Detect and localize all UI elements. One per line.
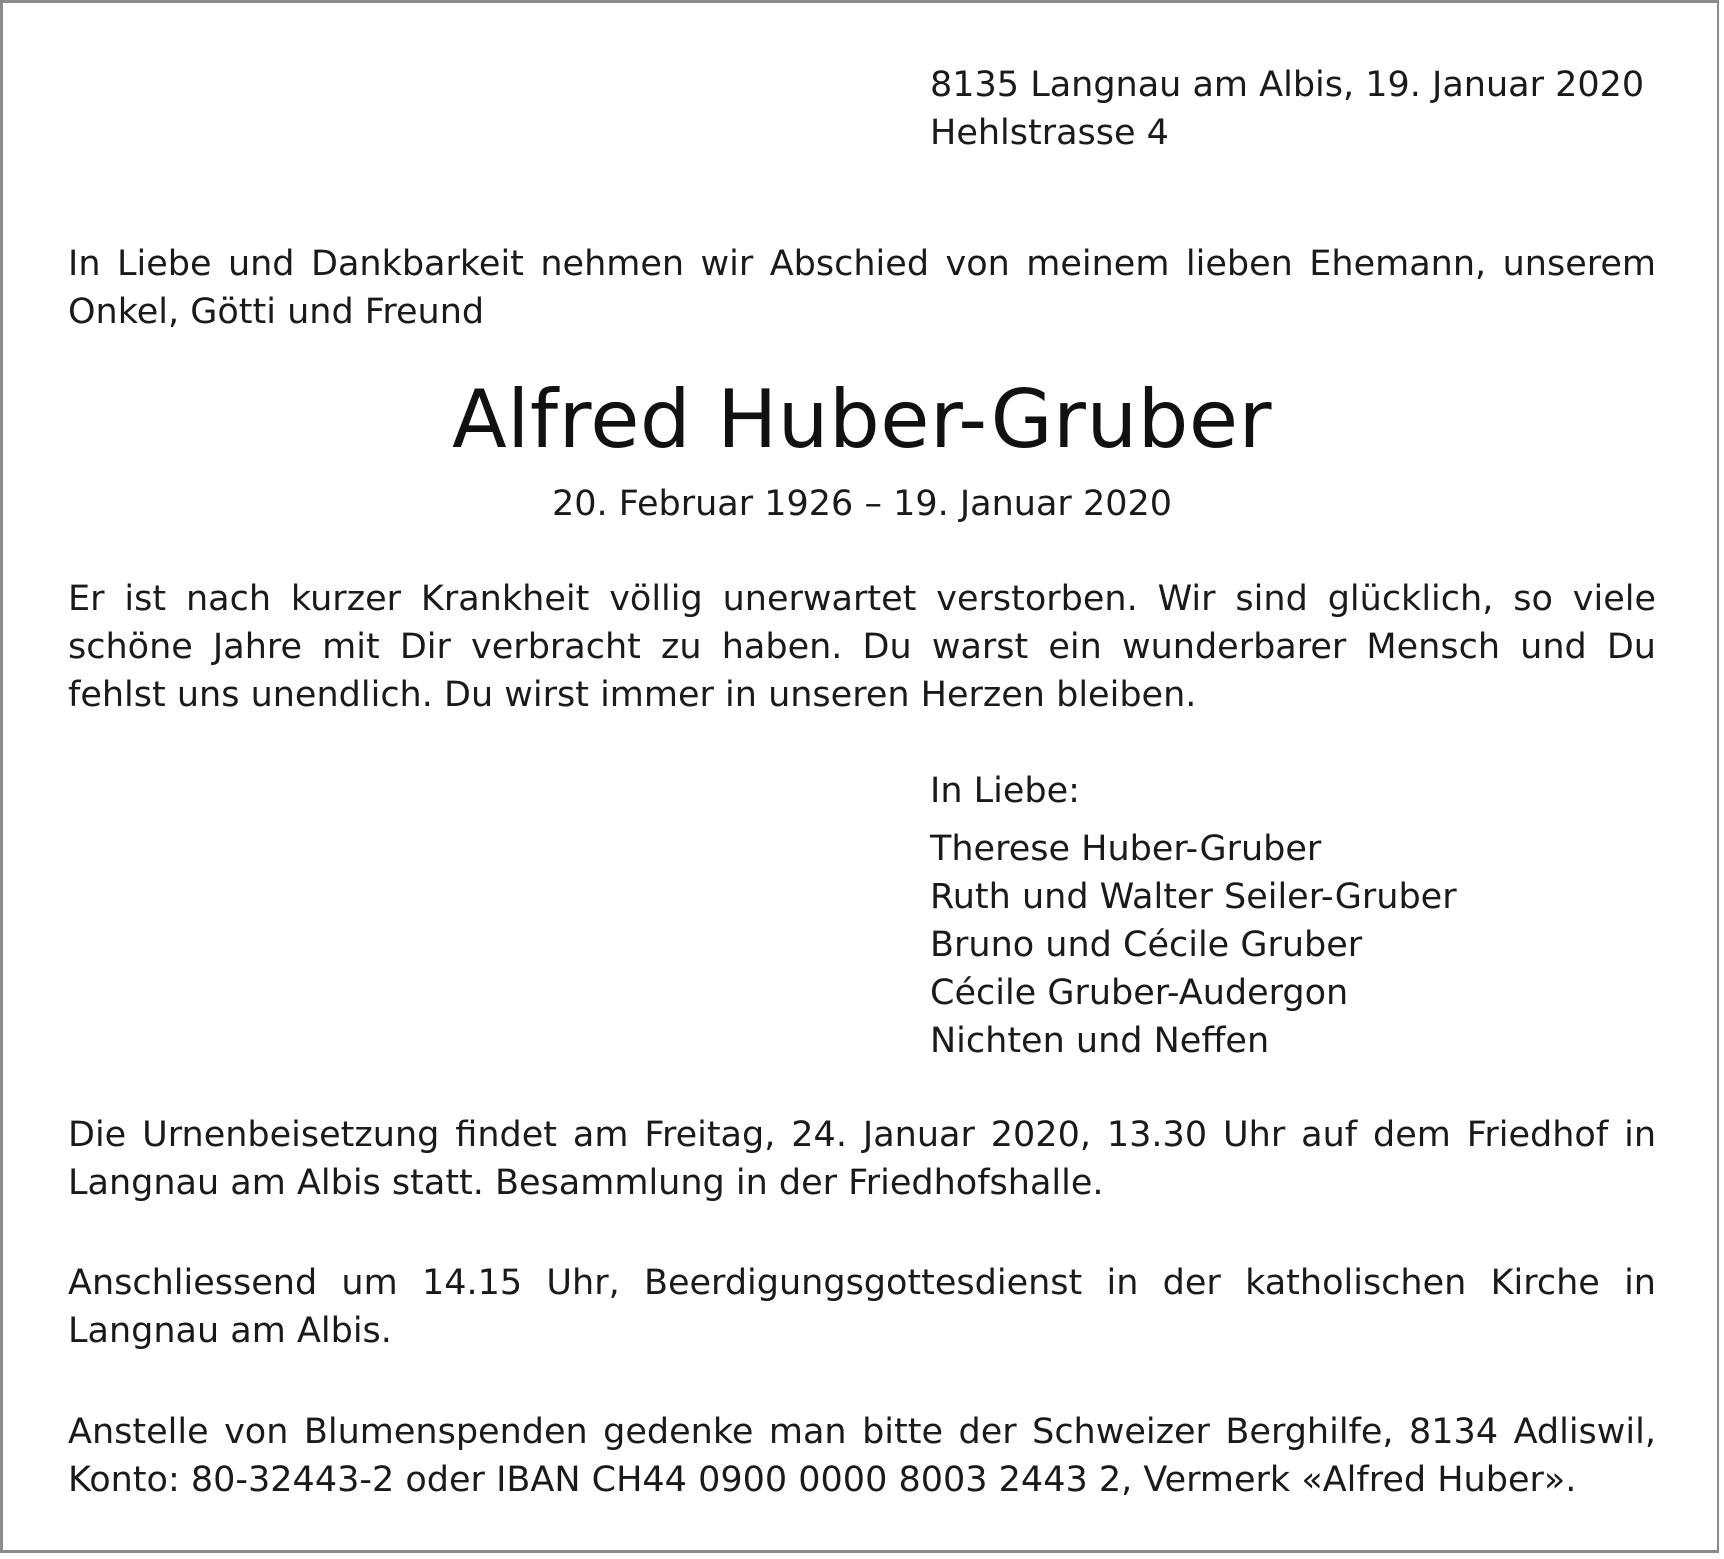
mourner-name: Therese Huber-Gruber bbox=[930, 829, 1322, 869]
mourner-name: Bruno und Cécile Gruber bbox=[930, 925, 1363, 965]
mourner-name: Cécile Gruber-Audergon bbox=[930, 973, 1349, 1013]
street-address: Hehlstrasse 4 bbox=[930, 113, 1169, 153]
burial-line: Die Urnenbeisetzung findet am Freitag, 24. Januar 2020, 13.30 Uhr auf dem Friedhof in bbox=[68, 1115, 1656, 1155]
mourner-name: Ruth und Walter Seiler-Gruber bbox=[930, 877, 1457, 917]
donation-info bbox=[68, 1408, 1656, 1504]
donation-line: Konto: 80-32443-2 oder IBAN CH44 0900 0000 8003 2443 2, Vermerk «Alfred Huber». bbox=[68, 1460, 1577, 1500]
intro-line: Onkel, Götti und Freund bbox=[68, 292, 485, 332]
service-line: Langnau am Albis. bbox=[68, 1311, 392, 1351]
service-line: Anschliessend um 14.15 Uhr, Beerdigungsgottesdienst in der katholischen Kirche in bbox=[68, 1263, 1656, 1303]
intro-text bbox=[68, 240, 1656, 336]
location-date: 8135 Langnau am Albis, 19. Januar 2020 bbox=[930, 65, 1645, 105]
message-line: Er ist nach kurzer Krankheit völlig unerwartet verstorben. Wir sind glücklich, so viele bbox=[68, 579, 1656, 619]
mourners-list bbox=[930, 825, 1457, 1065]
burial-line: Langnau am Albis statt. Besammlung in der Friedhofshalle. bbox=[68, 1163, 1104, 1203]
message-line: schöne Jahre mit Dir verbracht zu haben. Du warst ein wunderbarer Mensch und Du bbox=[68, 627, 1656, 667]
intro-line: In Liebe und Dankbarkeit nehmen wir Abschied von meinem lieben Ehemann, unserem bbox=[68, 244, 1656, 284]
message-text bbox=[68, 575, 1656, 719]
burial-info bbox=[68, 1111, 1656, 1207]
donation-line: Anstelle von Blumenspenden gedenke man bitte der Schweizer Berghilfe, 8134 Adliswil, bbox=[68, 1412, 1656, 1452]
mourner-name: Nichten und Neffen bbox=[930, 1021, 1270, 1061]
life-dates: 20. Februar 1926 – 19. Januar 2020 bbox=[551, 484, 1173, 524]
service-info bbox=[68, 1259, 1656, 1355]
header-address bbox=[930, 61, 1644, 157]
deceased-name: Alfred Huber-Gruber bbox=[451, 373, 1273, 466]
mourners-heading: In Liebe: bbox=[930, 771, 1080, 811]
message-line: fehlst uns unendlich. Du wirst immer in unseren Herzen bleiben. bbox=[68, 675, 1197, 715]
